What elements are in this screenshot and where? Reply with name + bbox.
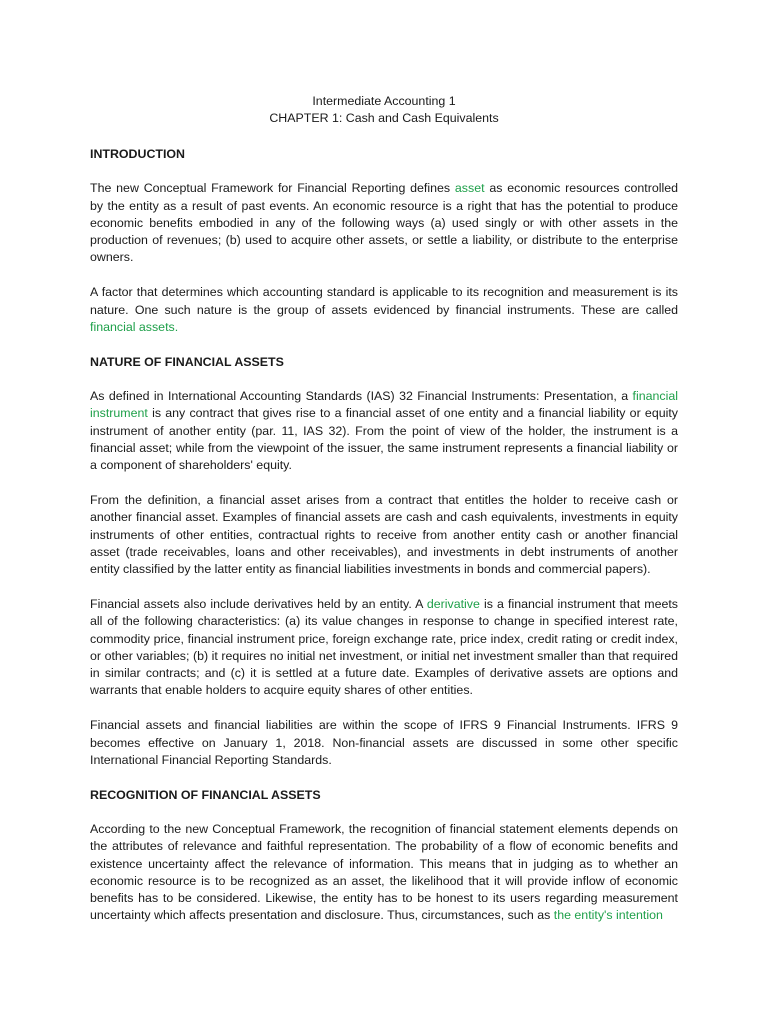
term-financial-instrument: financial instrument — [90, 388, 678, 421]
text-segment: A factor that determines which accounting standard is applicable to its recognition and measurement is its nature. One such nature is the group of assets evidenced by financial instruments. These are called — [90, 285, 678, 317]
text-segment: As defined in International Accounting Standards (IAS) 32 Financial Instruments: Presentation, a — [90, 388, 633, 403]
intro-paragraph-1 — [90, 180, 678, 266]
chapter-title: CHAPTER 1: Cash and Cash Equivalents — [269, 111, 499, 125]
section-heading-recognition: RECOGNITION OF FINANCIAL ASSETS — [90, 787, 321, 802]
section-heading-nature: NATURE OF FINANCIAL ASSETS — [90, 354, 284, 369]
section-heading-introduction: INTRODUCTION — [90, 147, 185, 161]
recognition-paragraph-1 — [90, 821, 678, 925]
intro-paragraph-2 — [90, 284, 678, 336]
term-derivative: derivative — [426, 596, 480, 611]
document-title: Intermediate Accounting 1 — [312, 94, 456, 108]
text-segment: is a financial instrument that meets all of the following characteristics: (a) its value changes in response to change in specified interest rate, commodity price, financial instrument price, foreign exchange rate, price index, credit rating or credit index, or other variables; (b) it requires no initial net investment, or initial net investment smaller than that required in similar contracts; and (c) it is settled at a future date. Examples of derivative assets are options and warrants that enable holders to acquire equity shares of other entities. — [90, 596, 678, 698]
nature-paragraph-4: Financial assets and financial liabilities are within the scope of IFRS 9 Financial Instruments. IFRS 9 becomes effective on January 1, 2018. Non-financial assets are discussed in some other specific International Financial Reporting Standards. — [90, 718, 678, 767]
document-page — [90, 93, 678, 942]
text-segment: as economic resources controlled by the entity as a result of past events. An economic resource is a right that has the potential to produce economic benefits embodied in any of the following ways (a) used singly or with other assets in the production of revenues; (b) used to acquire other assets, or settle a liability, or distribute to the enterprise owners. — [90, 181, 678, 265]
term-entity-intention: the entity's intention — [553, 908, 663, 923]
term-financial-assets: financial assets. — [90, 319, 179, 334]
nature-paragraph-3 — [90, 596, 678, 700]
nature-paragraph-2: From the definition, a financial asset arises from a contract that entitles the holder to receive cash or another financial asset. Examples of financial assets are cash and cash equivalents, investments in equity instruments of other entities, contractual rights to receive from another entity cash or another financial asset (trade receivables, loans and other receivables), and investments in debt instruments of another entity classified by the latter entity as financial liabilities investments in bonds and commercial papers). — [90, 492, 678, 577]
term-asset: asset — [454, 181, 485, 196]
text-segment: According to the new Conceptual Framework, the recognition of financial statement elements depends on the attributes of relevance and faithful representation. The probability of a flow of economic benefits and existence uncertainty affect the relevance of information. This means that in judging as to whether an economic resource is to be recognized as an asset, the likelihood that it will provide inflow of economic benefits has to be considered. Likewise, the entity has to be honest to its users regarding measurement uncertainty which affects presentation and disclosure. Thus, circumstances, such as — [90, 821, 678, 923]
text-segment: is any contract that gives rise to a financial asset of one entity and a financial liability or equity instrument of another entity (par. 11, IAS 32). From the point of view of the holder, the instrument is a financial asset; while from the viewpoint of the issuer, the same instrument represents a financial liability or a component of shareholders' equity. — [90, 406, 678, 473]
text-segment: Financial assets also include derivatives held by an entity. A — [90, 596, 427, 611]
title-block — [90, 93, 678, 127]
text-segment: The new Conceptual Framework for Financial Reporting defines — [90, 181, 455, 196]
nature-paragraph-1 — [90, 388, 678, 474]
